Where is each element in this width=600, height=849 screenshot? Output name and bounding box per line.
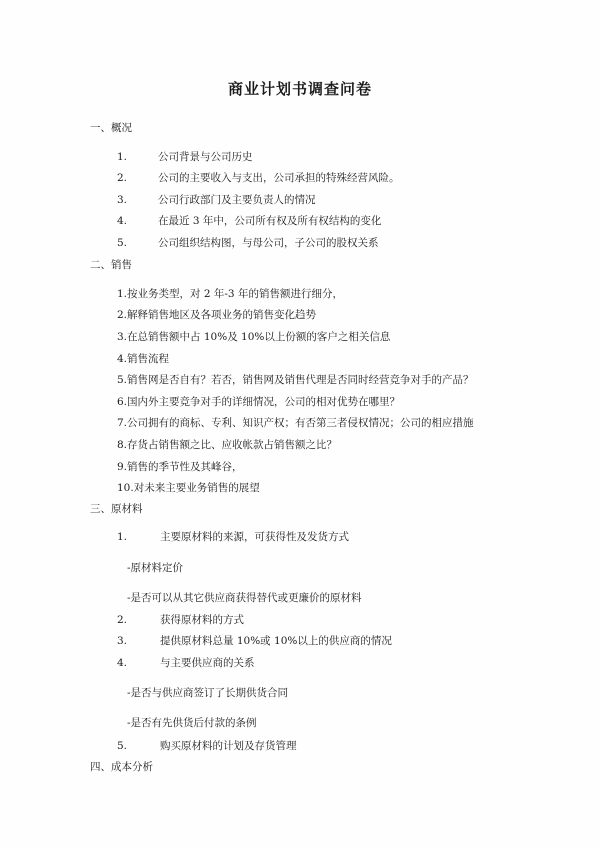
section-heading-sales: 二、销售 (90, 259, 132, 271)
list-item-text: 提供原材料总量 10%或 10%以上的供应商的情况 (160, 635, 392, 647)
list-item-text: 9.销售的季节性及其峰谷， (117, 461, 243, 473)
list-item-number: 2. (117, 172, 128, 184)
list-sub-item-text: -是否可以从其它供应商获得替代或更廉价的原材料 (127, 592, 362, 604)
list-item-number: 5. (117, 237, 128, 249)
list-sub-item-text: -原材料定价 (127, 562, 184, 574)
page-title: 商业计划书调查问卷 (227, 80, 372, 98)
list-item-number: 4. (117, 215, 128, 227)
list-item-text: 2.解释销售地区及各项业务的销售变化趋势 (117, 309, 317, 321)
list-item-text: 主要原材料的来源，可获得性及发货方式 (160, 531, 349, 543)
list-item-text: 6.国内外主要竞争对手的详细情况，公司的相对优势在哪里？ (117, 396, 401, 408)
list-item-text: 10.对未来主要业务销售的展望 (117, 482, 260, 494)
list-item-text: 3.在总销售额中占 10%及 10%以上份额的客户之相关信息 (117, 331, 391, 343)
list-item-number: 1. (117, 151, 128, 163)
list-item-number: 3. (117, 194, 128, 206)
list-sub-item-text: -是否与供应商签订了长期供货合同 (127, 687, 289, 699)
list-item-number: 4. (117, 657, 128, 669)
section-heading-cost-analysis: 四、成本分析 (90, 761, 153, 773)
list-item-text: 8.存货占销售额之比、应收帐款占销售额之比？ (117, 439, 338, 451)
list-item-number: 3. (117, 635, 128, 647)
list-item-text: 5.销售网是否自有？若否，销售网及销售代理是否同时经营竞争对手的产品？ (117, 374, 474, 386)
list-item-text: 公司的主要收入与支出，公司承担的特殊经营风险。 (158, 172, 400, 184)
list-item-text: 4.销售流程 (117, 353, 170, 365)
list-item-text: 在最近 3 年中，公司所有权及所有权结构的变化 (158, 215, 382, 227)
list-item-text: 与主要供应商的关系 (160, 657, 255, 669)
section-heading-overview: 一、概况 (90, 122, 132, 134)
list-item-text: 公司组织结构图，与母公司，子公司的股权关系 (158, 237, 379, 249)
list-item-text: 公司行政部门及主要负责人的情况 (158, 194, 316, 206)
list-item-text: 1.按业务类型，对 2 年-3 年的销售额进行细分， (117, 288, 343, 300)
list-item-number: 5. (117, 740, 128, 752)
section-heading-raw-materials: 三、原材料 (90, 503, 143, 515)
list-sub-item-text: -是否有先供货后付款的条例 (127, 717, 257, 729)
list-item-number: 1. (117, 531, 128, 543)
list-item-text: 7.公司拥有的商标、专利、知识产权；有否第三者侵权情况；公司的相应措施 (117, 417, 474, 429)
list-item-text: 公司背景与公司历史 (158, 151, 253, 163)
list-item-number: 2. (117, 614, 128, 626)
list-item-text: 购买原材料的计划及存货管理 (160, 740, 297, 752)
list-item-text: 获得原材料的方式 (160, 614, 244, 626)
